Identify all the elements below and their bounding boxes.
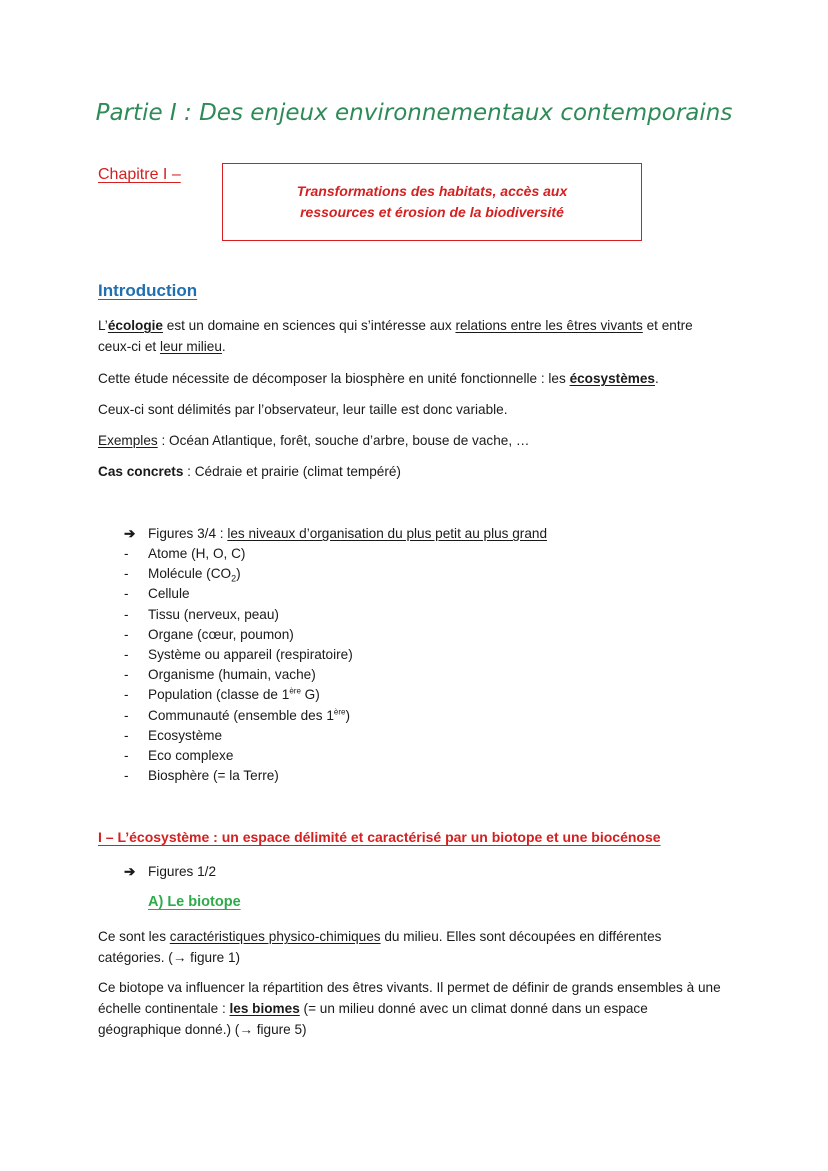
term-caracteristiques: caractéristiques physico-chimiques (169, 929, 381, 944)
chapter-title-line-2: ressources et érosion de la biodiversité (300, 204, 564, 220)
subsection-biotope-heading: A) Le biotope (148, 894, 241, 910)
dash: - (124, 707, 129, 723)
dash: - (124, 546, 129, 561)
list-item (124, 645, 353, 665)
figures-1-2-line (124, 862, 216, 882)
intro-paragraph-exemples (98, 430, 728, 451)
chapter-title (297, 181, 568, 223)
chapter-title-box (222, 163, 642, 241)
biotope-paragraph-2 (98, 977, 733, 1040)
list-item (124, 746, 353, 766)
biotope-paragraph-1 (98, 926, 698, 968)
text: Atome (H, O, C) (148, 546, 246, 561)
text: Molécule (CO (148, 566, 232, 582)
text: Figures 3/4 : (148, 526, 228, 541)
subscript: 2 (231, 573, 237, 584)
chapter-title-line-1: Transformations des habitats, accès aux (296, 183, 568, 199)
list-item (124, 665, 353, 685)
list-item (124, 544, 353, 564)
term-milieu: leur milieu (159, 339, 222, 354)
text: L’ (98, 318, 108, 333)
text: et entre ceux-ci et (98, 318, 693, 354)
text: : Cédraie et prairie (climat tempéré) (183, 464, 401, 479)
chapter-label: Chapitre I – (98, 166, 181, 183)
superscript: ère (289, 686, 301, 696)
superscript: ère (333, 706, 346, 716)
text: : Océan Atlantique, forêt, souche d’arbre, bouse de vache, … (157, 433, 530, 448)
dash: - (124, 667, 129, 683)
intro-paragraph-ecologie (98, 315, 723, 357)
arrow-right-icon: ➔ (124, 864, 136, 879)
dash: - (124, 727, 129, 743)
text: figure 1) (186, 950, 241, 965)
term-biomes: les biomes (229, 1001, 300, 1016)
text: Organe (cœur, poumon) (148, 626, 294, 642)
part-title: Partie I : Des enjeux environnementaux contemporains (95, 100, 733, 126)
arrow-right-icon: ➔ (124, 526, 136, 541)
arrow-right-icon: → (239, 1022, 253, 1037)
text: Ecosystème (148, 727, 223, 743)
list-item (124, 625, 353, 645)
text: ) (236, 566, 241, 582)
text: Figures 1/2 (148, 864, 217, 879)
levels-title: les niveaux d’organisation du plus petit au plus grand (227, 526, 548, 541)
dash: - (124, 586, 129, 602)
text: Organisme (humain, vache) (148, 667, 316, 683)
text: est un domaine en sciences qui s’intéresse aux (163, 318, 456, 333)
figures-3-4-line (124, 524, 547, 544)
list-item (124, 766, 353, 786)
arrow-right-icon: → (172, 950, 187, 965)
text: Tissu (nerveux, peau) (148, 606, 279, 622)
text: Cette étude nécessite de décomposer la biosphère en unité fonctionnelle : les (98, 371, 570, 386)
dash: - (124, 768, 129, 784)
intro-paragraph-ecosystemes (98, 368, 728, 389)
dash: - (124, 606, 129, 622)
examples-label: Exemples (98, 433, 158, 448)
organization-levels-list (124, 544, 353, 786)
text: Cellule (148, 586, 190, 602)
dash: - (124, 566, 129, 582)
term-ecologie: écologie (107, 318, 163, 333)
text: figure 5) (252, 1022, 307, 1037)
dash: - (124, 747, 129, 763)
term-ecosystemes: écosystèmes (569, 371, 655, 386)
intro-paragraph-delimites: Ceux-ci sont délimités par l’observateur, leur taille est donc variable. (98, 402, 508, 417)
cas-concrets-label: Cas concrets (98, 464, 184, 479)
dash: - (124, 687, 129, 703)
dash: - (124, 646, 129, 662)
text: Eco complexe (148, 747, 234, 763)
introduction-heading: Introduction (98, 281, 198, 300)
list-item (124, 564, 353, 584)
list-item (124, 605, 353, 625)
list-item (124, 706, 353, 726)
text: . (654, 371, 659, 386)
text: Communauté (ensemble des 1 (148, 707, 334, 723)
text: Biosphère (= la Terre) (148, 768, 279, 784)
list-item (124, 685, 353, 705)
text: Ce sont les (98, 929, 170, 944)
text: ) (345, 707, 350, 723)
text: Système ou appareil (respiratoire) (148, 646, 353, 662)
list-item (124, 584, 353, 604)
section-1-heading: I – L’écosystème : un espace délimité et caractérisé par un biotope et une biocénose (98, 829, 661, 845)
text: Ce biotope va influencer la répartition des êtres vivants. Il permet de définir de grands ensembles à une échelle continentale : (98, 980, 721, 1016)
list-item (124, 726, 353, 746)
text: (= un milieu donné avec un climat donné dans un espace géographique donné.) ( (98, 1001, 648, 1037)
term-relations: relations entre les êtres vivants (455, 318, 643, 333)
text: Population (classe de 1 (148, 687, 290, 703)
text: du milieu. Elles sont découpées en différentes catégories. ( (98, 929, 662, 965)
intro-paragraph-cas-concrets (98, 461, 728, 482)
text: . (221, 339, 226, 354)
text: G) (300, 687, 320, 703)
dash: - (124, 626, 129, 642)
